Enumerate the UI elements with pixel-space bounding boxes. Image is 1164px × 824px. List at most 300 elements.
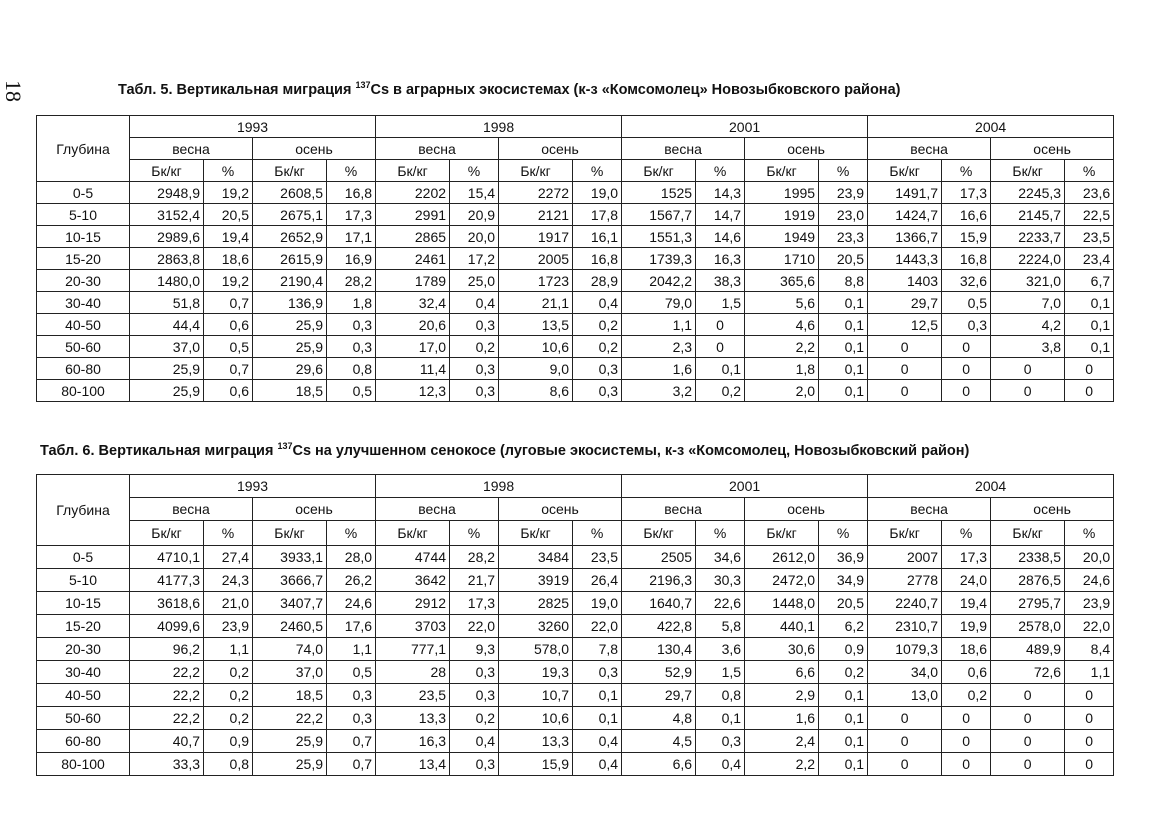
value-cell: 2240,7 <box>868 592 942 615</box>
value-cell: 2,0 <box>745 380 819 402</box>
value-cell: 3,8 <box>991 336 1065 358</box>
value-cell: 422,8 <box>622 615 696 638</box>
value-cell: 36,9 <box>819 546 868 569</box>
value-cell: 0,1 <box>819 707 868 730</box>
value-cell: 1366,7 <box>868 226 942 248</box>
value-cell: 0,1 <box>573 707 622 730</box>
table-row <box>37 707 1114 730</box>
table-row <box>37 358 1114 380</box>
value-cell: 1723 <box>499 270 573 292</box>
value-cell: 23,9 <box>204 615 253 638</box>
value-cell: 1919 <box>745 204 819 226</box>
value-cell: 4099,6 <box>130 615 204 638</box>
value-cell: 33,3 <box>130 753 204 776</box>
unit-header: % <box>1065 521 1114 546</box>
year-header: 2001 <box>622 116 868 138</box>
unit-header: % <box>819 521 868 546</box>
table-row <box>37 684 1114 707</box>
value-cell: 52,9 <box>622 661 696 684</box>
table-row <box>37 292 1114 314</box>
value-cell: 0,2 <box>573 314 622 336</box>
value-cell: 24,6 <box>327 592 376 615</box>
value-cell: 0,2 <box>204 707 253 730</box>
value-cell: 2825 <box>499 592 573 615</box>
value-cell: 0 <box>942 730 991 753</box>
year-header: 1993 <box>130 116 376 138</box>
value-cell: 2245,3 <box>991 182 1065 204</box>
table6-caption <box>40 441 969 459</box>
value-cell: 20,0 <box>1065 546 1114 569</box>
value-cell: 19,4 <box>942 592 991 615</box>
value-cell: 4,5 <box>622 730 696 753</box>
value-cell: 16,8 <box>327 182 376 204</box>
value-cell: 0,1 <box>819 358 868 380</box>
value-cell: 22,2 <box>130 707 204 730</box>
value-cell: 0,4 <box>573 730 622 753</box>
value-cell: 8,4 <box>1065 638 1114 661</box>
value-cell: 0 <box>868 336 942 358</box>
value-cell: 0 <box>942 358 991 380</box>
value-cell: 20,5 <box>204 204 253 226</box>
value-cell: 2615,9 <box>253 248 327 270</box>
season-header: весна <box>376 138 499 160</box>
value-cell: 19,0 <box>573 592 622 615</box>
depth-cell: 80-100 <box>37 753 130 776</box>
value-cell: 0 <box>942 753 991 776</box>
depth-cell: 10-15 <box>37 592 130 615</box>
value-cell: 2675,1 <box>253 204 327 226</box>
unit-header: Бк/кг <box>499 521 573 546</box>
value-cell: 0,5 <box>327 380 376 402</box>
value-cell: 0 <box>868 753 942 776</box>
year-header: 2004 <box>868 475 1114 498</box>
table-row <box>37 730 1114 753</box>
season-header: осень <box>991 498 1114 521</box>
value-cell: 15,9 <box>499 753 573 776</box>
value-cell: 0,7 <box>327 753 376 776</box>
value-cell: 9,3 <box>450 638 499 661</box>
value-cell: 21,1 <box>499 292 573 314</box>
season-header: осень <box>991 138 1114 160</box>
value-cell: 4,2 <box>991 314 1065 336</box>
unit-header: % <box>573 521 622 546</box>
value-cell: 5,6 <box>745 292 819 314</box>
value-cell: 0,3 <box>327 314 376 336</box>
unit-header: Бк/кг <box>376 160 450 182</box>
value-cell: 0,5 <box>327 661 376 684</box>
value-cell: 1551,3 <box>622 226 696 248</box>
value-cell: 1,1 <box>622 314 696 336</box>
value-cell: 5,8 <box>696 615 745 638</box>
value-cell: 0,1 <box>1065 336 1114 358</box>
value-cell: 0,1 <box>573 684 622 707</box>
value-cell: 17,3 <box>327 204 376 226</box>
value-cell: 24,3 <box>204 569 253 592</box>
value-cell: 19,4 <box>204 226 253 248</box>
value-cell: 25,9 <box>253 753 327 776</box>
value-cell: 18,6 <box>942 638 991 661</box>
value-cell: 24,0 <box>942 569 991 592</box>
value-cell: 2,2 <box>745 753 819 776</box>
value-cell: 1403 <box>868 270 942 292</box>
value-cell: 0,1 <box>819 684 868 707</box>
value-cell: 21,7 <box>450 569 499 592</box>
value-cell: 0,8 <box>696 684 745 707</box>
value-cell: 0 <box>991 380 1065 402</box>
table-row <box>37 753 1114 776</box>
value-cell: 13,3 <box>499 730 573 753</box>
value-cell: 13,3 <box>376 707 450 730</box>
value-cell: 1,8 <box>327 292 376 314</box>
unit-header: Бк/кг <box>991 521 1065 546</box>
season-header: весна <box>868 138 991 160</box>
value-cell: 8,8 <box>819 270 868 292</box>
value-cell: 0,8 <box>204 753 253 776</box>
value-cell: 22,6 <box>696 592 745 615</box>
depth-cell: 30-40 <box>37 661 130 684</box>
table5-caption-text: Табл. 5. Вертикальная миграция <box>118 82 356 98</box>
depth-cell: 80-100 <box>37 380 130 402</box>
year-header: 1993 <box>130 475 376 498</box>
value-cell: 0 <box>1065 707 1114 730</box>
value-cell: 1789 <box>376 270 450 292</box>
value-cell: 0 <box>868 358 942 380</box>
value-cell: 3642 <box>376 569 450 592</box>
value-cell: 2612,0 <box>745 546 819 569</box>
value-cell: 1,5 <box>696 292 745 314</box>
table-row <box>37 638 1114 661</box>
value-cell: 4,8 <box>622 707 696 730</box>
value-cell: 2795,7 <box>991 592 1065 615</box>
value-cell: 17,2 <box>450 248 499 270</box>
value-cell: 6,6 <box>745 661 819 684</box>
value-cell: 1567,7 <box>622 204 696 226</box>
value-cell: 0 <box>696 314 745 336</box>
value-cell: 21,0 <box>204 592 253 615</box>
value-cell: 10,7 <box>499 684 573 707</box>
value-cell: 0,3 <box>573 358 622 380</box>
value-cell: 3484 <box>499 546 573 569</box>
value-cell: 0,7 <box>204 358 253 380</box>
value-cell: 16,1 <box>573 226 622 248</box>
value-cell: 2042,2 <box>622 270 696 292</box>
season-header: осень <box>745 138 868 160</box>
value-cell: 1,1 <box>327 638 376 661</box>
value-cell: 27,4 <box>204 546 253 569</box>
value-cell: 2461 <box>376 248 450 270</box>
unit-header: % <box>1065 160 1114 182</box>
value-cell: 0,1 <box>1065 292 1114 314</box>
value-cell: 0,5 <box>942 292 991 314</box>
value-cell: 3,2 <box>622 380 696 402</box>
value-cell: 0,1 <box>819 730 868 753</box>
value-cell: 489,9 <box>991 638 1065 661</box>
value-cell: 0 <box>868 730 942 753</box>
season-header: весна <box>622 498 745 521</box>
value-cell: 0 <box>1065 684 1114 707</box>
table-row <box>37 380 1114 402</box>
table-row <box>37 336 1114 358</box>
value-cell: 18,6 <box>204 248 253 270</box>
unit-header: % <box>573 160 622 182</box>
value-cell: 17,3 <box>450 592 499 615</box>
value-cell: 20,6 <box>376 314 450 336</box>
value-cell: 2505 <box>622 546 696 569</box>
value-cell: 2578,0 <box>991 615 1065 638</box>
value-cell: 0,3 <box>450 684 499 707</box>
value-cell: 4744 <box>376 546 450 569</box>
value-cell: 2202 <box>376 182 450 204</box>
value-cell: 3933,1 <box>253 546 327 569</box>
value-cell: 130,4 <box>622 638 696 661</box>
value-cell: 4710,1 <box>130 546 204 569</box>
value-cell: 0 <box>942 336 991 358</box>
value-cell: 12,3 <box>376 380 450 402</box>
value-cell: 10,6 <box>499 336 573 358</box>
table-row <box>37 226 1114 248</box>
value-cell: 1443,3 <box>868 248 942 270</box>
value-cell: 6,7 <box>1065 270 1114 292</box>
value-cell: 1079,3 <box>868 638 942 661</box>
value-cell: 1,8 <box>745 358 819 380</box>
value-cell: 0 <box>1065 730 1114 753</box>
value-cell: 13,4 <box>376 753 450 776</box>
value-cell: 22,0 <box>1065 615 1114 638</box>
value-cell: 15,4 <box>450 182 499 204</box>
table-row <box>37 182 1114 204</box>
unit-header: % <box>204 521 253 546</box>
value-cell: 0,5 <box>204 336 253 358</box>
value-cell: 2,3 <box>622 336 696 358</box>
value-cell: 0,4 <box>696 753 745 776</box>
table-row <box>37 248 1114 270</box>
value-cell: 0,2 <box>573 336 622 358</box>
value-cell: 0,6 <box>204 380 253 402</box>
value-cell: 2272 <box>499 182 573 204</box>
value-cell: 0,1 <box>819 380 868 402</box>
value-cell: 28,9 <box>573 270 622 292</box>
unit-header: Бк/кг <box>253 160 327 182</box>
value-cell: 18,5 <box>253 684 327 707</box>
unit-header: % <box>327 521 376 546</box>
value-cell: 34,6 <box>696 546 745 569</box>
value-cell: 0,3 <box>327 707 376 730</box>
value-cell: 0,2 <box>696 380 745 402</box>
value-cell: 19,3 <box>499 661 573 684</box>
isotope-mass-number: 137 <box>355 80 371 90</box>
table-row <box>37 569 1114 592</box>
value-cell: 19,0 <box>573 182 622 204</box>
value-cell: 0,2 <box>942 684 991 707</box>
value-cell: 22,0 <box>573 615 622 638</box>
unit-header: % <box>819 160 868 182</box>
unit-header: Бк/кг <box>130 160 204 182</box>
value-cell: 0,2 <box>204 661 253 684</box>
value-cell: 777,1 <box>376 638 450 661</box>
value-cell: 2460,5 <box>253 615 327 638</box>
value-cell: 28,0 <box>327 546 376 569</box>
value-cell: 2865 <box>376 226 450 248</box>
value-cell: 3152,4 <box>130 204 204 226</box>
value-cell: 0,4 <box>450 730 499 753</box>
value-cell: 74,0 <box>253 638 327 661</box>
table-row <box>37 546 1114 569</box>
value-cell: 2233,7 <box>991 226 1065 248</box>
value-cell: 8,6 <box>499 380 573 402</box>
value-cell: 0,3 <box>696 730 745 753</box>
value-cell: 578,0 <box>499 638 573 661</box>
value-cell: 0,3 <box>327 684 376 707</box>
value-cell: 23,0 <box>819 204 868 226</box>
value-cell: 2007 <box>868 546 942 569</box>
season-header: осень <box>253 498 376 521</box>
value-cell: 44,4 <box>130 314 204 336</box>
value-cell: 30,3 <box>696 569 745 592</box>
season-header: весна <box>130 138 253 160</box>
table-row <box>37 592 1114 615</box>
value-cell: 25,9 <box>130 358 204 380</box>
value-cell: 79,0 <box>622 292 696 314</box>
value-cell: 2652,9 <box>253 226 327 248</box>
value-cell: 0 <box>991 707 1065 730</box>
value-cell: 25,9 <box>253 336 327 358</box>
value-cell: 51,8 <box>130 292 204 314</box>
value-cell: 3407,7 <box>253 592 327 615</box>
table-row <box>37 314 1114 336</box>
value-cell: 0,3 <box>327 336 376 358</box>
value-cell: 440,1 <box>745 615 819 638</box>
value-cell: 2196,3 <box>622 569 696 592</box>
value-cell: 0 <box>991 730 1065 753</box>
value-cell: 2863,8 <box>130 248 204 270</box>
value-cell: 25,0 <box>450 270 499 292</box>
value-cell: 0,7 <box>204 292 253 314</box>
value-cell: 11,4 <box>376 358 450 380</box>
value-cell: 16,9 <box>327 248 376 270</box>
value-cell: 0,3 <box>450 380 499 402</box>
value-cell: 0 <box>696 336 745 358</box>
value-cell: 29,7 <box>868 292 942 314</box>
depth-header: Глубина <box>37 116 130 182</box>
value-cell: 7,0 <box>991 292 1065 314</box>
value-cell: 25,9 <box>253 314 327 336</box>
table6 <box>36 474 1114 776</box>
value-cell: 7,8 <box>573 638 622 661</box>
value-cell: 40,7 <box>130 730 204 753</box>
value-cell: 1448,0 <box>745 592 819 615</box>
table-row <box>37 204 1114 226</box>
value-cell: 1710 <box>745 248 819 270</box>
value-cell: 1,1 <box>204 638 253 661</box>
value-cell: 32,4 <box>376 292 450 314</box>
value-cell: 16,6 <box>942 204 991 226</box>
value-cell: 0,3 <box>942 314 991 336</box>
value-cell: 18,5 <box>253 380 327 402</box>
unit-header: % <box>327 160 376 182</box>
value-cell: 37,0 <box>253 661 327 684</box>
value-cell: 34,9 <box>819 569 868 592</box>
value-cell: 17,0 <box>376 336 450 358</box>
value-cell: 2224,0 <box>991 248 1065 270</box>
table-row <box>37 615 1114 638</box>
value-cell: 26,2 <box>327 569 376 592</box>
value-cell: 0,3 <box>573 661 622 684</box>
value-cell: 1995 <box>745 182 819 204</box>
value-cell: 0,6 <box>204 314 253 336</box>
value-cell: 16,3 <box>376 730 450 753</box>
value-cell: 2,9 <box>745 684 819 707</box>
value-cell: 0,1 <box>819 314 868 336</box>
value-cell: 2,2 <box>745 336 819 358</box>
value-cell: 16,3 <box>696 248 745 270</box>
value-cell: 20,9 <box>450 204 499 226</box>
unit-header: Бк/кг <box>376 521 450 546</box>
value-cell: 0,2 <box>819 661 868 684</box>
value-cell: 0,9 <box>204 730 253 753</box>
unit-header: % <box>204 160 253 182</box>
season-header: осень <box>745 498 868 521</box>
value-cell: 10,6 <box>499 707 573 730</box>
value-cell: 20,0 <box>450 226 499 248</box>
depth-cell: 50-60 <box>37 707 130 730</box>
value-cell: 2310,7 <box>868 615 942 638</box>
depth-cell: 50-60 <box>37 336 130 358</box>
unit-header: Бк/кг <box>622 521 696 546</box>
value-cell: 0 <box>942 707 991 730</box>
value-cell: 0,2 <box>204 684 253 707</box>
value-cell: 4177,3 <box>130 569 204 592</box>
table5 <box>36 115 1114 402</box>
value-cell: 12,5 <box>868 314 942 336</box>
value-cell: 13,5 <box>499 314 573 336</box>
depth-cell: 20-30 <box>37 270 130 292</box>
unit-header: Бк/кг <box>253 521 327 546</box>
unit-header: Бк/кг <box>745 521 819 546</box>
value-cell: 321,0 <box>991 270 1065 292</box>
value-cell: 0,1 <box>696 358 745 380</box>
value-cell: 2912 <box>376 592 450 615</box>
value-cell: 2472,0 <box>745 569 819 592</box>
value-cell: 23,6 <box>1065 182 1114 204</box>
value-cell: 32,6 <box>942 270 991 292</box>
value-cell: 3666,7 <box>253 569 327 592</box>
value-cell: 1525 <box>622 182 696 204</box>
depth-cell: 0-5 <box>37 546 130 569</box>
depth-cell: 40-50 <box>37 684 130 707</box>
value-cell: 23,3 <box>819 226 868 248</box>
value-cell: 16,8 <box>942 248 991 270</box>
value-cell: 0,2 <box>450 336 499 358</box>
value-cell: 28,2 <box>327 270 376 292</box>
value-cell: 30,6 <box>745 638 819 661</box>
value-cell: 2121 <box>499 204 573 226</box>
season-header: осень <box>499 138 622 160</box>
value-cell: 24,6 <box>1065 569 1114 592</box>
value-cell: 0,4 <box>573 292 622 314</box>
depth-cell: 15-20 <box>37 615 130 638</box>
year-header: 1998 <box>376 475 622 498</box>
value-cell: 2005 <box>499 248 573 270</box>
value-cell: 0,8 <box>327 358 376 380</box>
value-cell: 38,3 <box>696 270 745 292</box>
value-cell: 23,5 <box>573 546 622 569</box>
table-row <box>37 661 1114 684</box>
value-cell: 0,1 <box>819 336 868 358</box>
value-cell: 2948,9 <box>130 182 204 204</box>
value-cell: 14,7 <box>696 204 745 226</box>
table6-caption-text: Табл. 6. Вертикальная миграция <box>40 443 278 459</box>
value-cell: 0,3 <box>450 314 499 336</box>
